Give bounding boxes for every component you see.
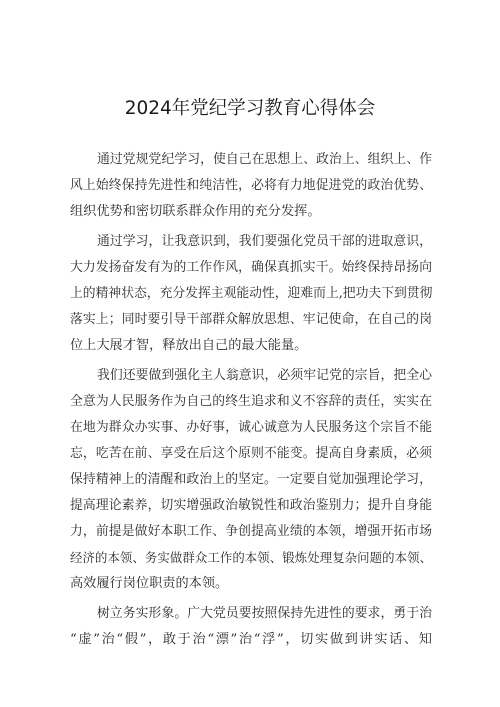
paragraph-2-line-1: 通过学习，让我意识到，我们要强化党员干部的进取意识，: [97, 234, 432, 249]
paragraph-3-line-5: 保持精神上的清醒和政治上的坚定。一定要自觉加强理论学习，: [70, 472, 432, 487]
paragraph-3-line-8: 经济的本领、务实做群众工作的本领、锻炼处理复杂问题的本领、: [70, 550, 432, 565]
paragraph-3-line-4: 忘，吃苦在前、享受在后这个原则不能变。提高自身素质，必须: [70, 446, 432, 461]
paragraph-3-line-2: 全意为人民服务作为自己的终生追求和义不容辞的责任，实实在: [70, 394, 432, 409]
paragraph-3-line-7: 力，前提是做好本职工作、争创提高业绩的本领，增强开拓市场: [70, 524, 432, 539]
document-title: 2024年党纪学习教育心得体会: [124, 98, 376, 119]
paragraph-1-line-2: 风上始终保持先进性和纯洁性，必将有力地促进党的政治优势、: [70, 178, 432, 193]
paragraph-3-line-9: 高效履行岗位职责的本领。: [70, 576, 229, 591]
paragraph-3-line-3: 在地为群众办实事、办好事，诚心诚意为人民服务这个宗旨不能: [70, 420, 432, 435]
paragraph-4-line-2: “虚”治“假”，敢于治“漂”治“浮”，切实做到讲实话、知: [70, 632, 432, 647]
paragraph-1-line-3: 组织优势和密切联系群众作用的充分发挥。: [70, 204, 321, 219]
paragraph-4-line-1: 树立务实形象。广大党员要按照保持先进性的要求，勇于治: [97, 606, 432, 621]
paragraph-1-line-1: 通过党规党纪学习，使自己在思想上、政治上、组织上、作: [97, 152, 432, 167]
paragraph-2-line-2: 大力发扬奋发有为的工作作风，确保真抓实干。始终保持昂扬向: [70, 260, 432, 275]
paragraph-3-line-1: 我们还要做到强化主人翁意识，必须牢记党的宗旨，把全心: [97, 368, 432, 383]
paragraph-3-line-6: 提高理论素养，切实增强政治敏锐性和政治鉴别力；提升自身能: [70, 498, 432, 513]
paragraph-2-line-3: 上的精神状态，充分发挥主观能动性，迎难而上,把功夫下到贯彻: [70, 286, 433, 301]
paragraph-2-line-5: 位上大展才智，释放出自己的最大能量。: [70, 338, 308, 353]
paragraph-2-line-4: 落实上；同时要引导干部群众解放思想、牢记使命，在自己的岗: [70, 312, 432, 327]
